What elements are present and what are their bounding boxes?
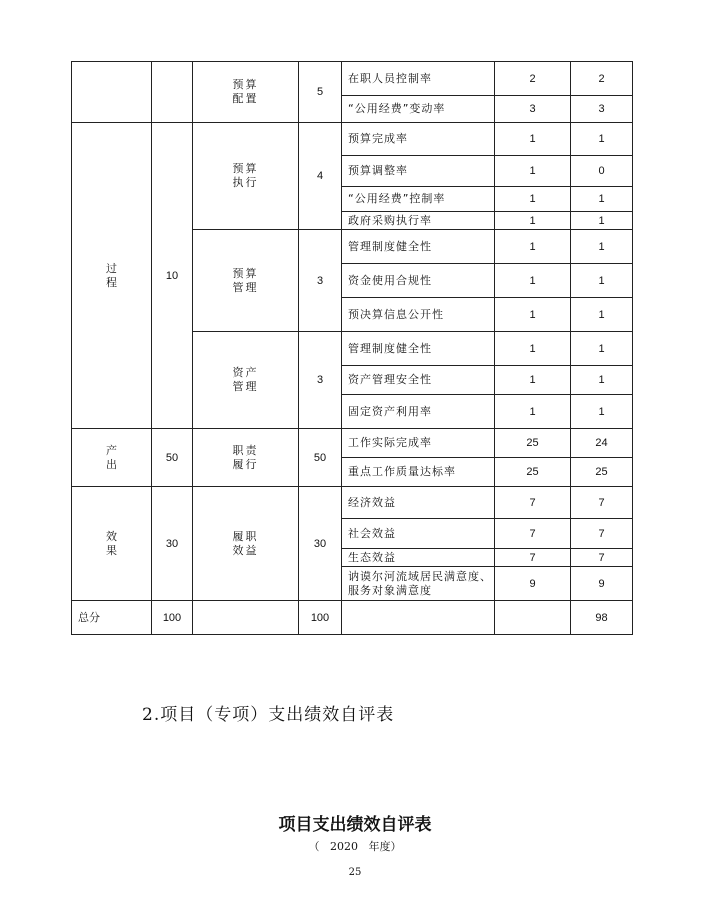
total-category-score: 100 (152, 601, 193, 635)
indicator-name: 资产管理安全性 (342, 366, 495, 395)
section-title: 2.项目（专项）支出绩效自评表 (142, 705, 395, 725)
indicator-weight: 1 (495, 187, 571, 212)
total-row (72, 601, 633, 635)
indicator-name: 经济效益 (342, 487, 495, 519)
indicator-score: 24 (571, 429, 633, 458)
category-score: 50 (152, 429, 193, 487)
category-cell (72, 429, 152, 487)
subcategory-score: 5 (299, 62, 342, 123)
indicator-score: 1 (571, 230, 633, 264)
category-label: 果 (106, 543, 117, 557)
table-row (72, 123, 633, 156)
indicator-name (342, 567, 495, 601)
subcategory-cell (193, 429, 299, 487)
category-label: 产 (106, 443, 117, 457)
indicator-name: 生态效益 (342, 549, 495, 567)
indicator-weight: 1 (495, 212, 571, 230)
category-score-blank (152, 62, 193, 123)
table-row (72, 429, 633, 458)
category-label: 效 (106, 529, 117, 543)
indicator-name: “公用经费”变动率 (342, 96, 495, 123)
category-label: 出 (106, 457, 117, 471)
subcategory-label: 管理 (232, 280, 259, 294)
indicator-weight: 1 (495, 332, 571, 366)
indicator-weight: 1 (495, 123, 571, 156)
indicator-weight: 25 (495, 458, 571, 487)
page-number: 25 (348, 867, 362, 878)
subcategory-label: 管理 (232, 380, 259, 393)
indicator-name: 管理制度健全性 (342, 230, 495, 264)
indicator-score: 25 (571, 458, 633, 487)
category-score: 30 (152, 487, 193, 601)
total-label: 总分 (72, 601, 152, 635)
indicator-name: 固定资产利用率 (342, 395, 495, 429)
indicator-name: “公用经费”控制率 (342, 187, 495, 212)
indicator-name: 预算完成率 (342, 123, 495, 156)
indicator-weight: 1 (495, 230, 571, 264)
indicator-score: 7 (571, 519, 633, 549)
indicator-score: 1 (571, 332, 633, 366)
subcategory-label: 履行 (232, 457, 259, 471)
total-blank (193, 601, 299, 635)
subcategory-label: 执行 (232, 176, 259, 189)
indicator-name: 重点工作质量达标率 (342, 458, 495, 487)
subcategory-cell (193, 123, 299, 230)
indicator-score: 7 (571, 487, 633, 519)
subcategory-score: 3 (299, 332, 342, 429)
table-row (72, 62, 633, 96)
category-score: 10 (152, 123, 193, 429)
performance-table (71, 61, 633, 635)
table-row (72, 487, 633, 519)
indicator-name: 资金使用合规性 (342, 264, 495, 298)
indicator-weight: 2 (495, 62, 571, 96)
subcategory-cell (193, 487, 299, 601)
indicator-name: 预算调整率 (342, 156, 495, 187)
indicator-name: 在职人员控制率 (342, 62, 495, 96)
indicator-weight: 9 (495, 567, 571, 601)
indicator-name: 政府采购执行率 (342, 212, 495, 230)
indicator-weight: 1 (495, 156, 571, 187)
indicator-weight: 7 (495, 549, 571, 567)
total-score: 98 (571, 601, 633, 635)
category-cell (72, 487, 152, 601)
category-cell-blank (72, 62, 152, 123)
indicator-name: 工作实际完成率 (342, 429, 495, 458)
category-label: 程 (106, 275, 117, 289)
document-year: （ 2020 年度） (308, 840, 402, 853)
indicator-weight: 1 (495, 395, 571, 429)
subcategory-label: 履职 (232, 529, 259, 543)
indicator-weight: 1 (495, 298, 571, 332)
subcategory-score: 3 (299, 230, 342, 332)
indicator-name: 社会效益 (342, 519, 495, 549)
subcategory-score: 50 (299, 429, 342, 487)
subcategory-label: 预算 (232, 266, 259, 280)
indicator-score: 1 (571, 123, 633, 156)
subcategory-cell (193, 230, 299, 332)
indicator-line: 讷谟尔河流域居民满意度、 (348, 569, 492, 583)
indicator-score: 9 (571, 567, 633, 601)
indicator-score: 1 (571, 264, 633, 298)
indicator-score: 3 (571, 96, 633, 123)
category-label: 过 (106, 261, 117, 275)
indicator-score: 1 (571, 395, 633, 429)
document-title: 项目支出绩效自评表 (278, 815, 432, 835)
subcategory-label: 预算 (232, 162, 259, 175)
total-subcategory-score: 100 (299, 601, 342, 635)
subcategory-cell (193, 332, 299, 429)
subcategory-label: 职责 (232, 443, 259, 457)
indicator-name: 预决算信息公开性 (342, 298, 495, 332)
indicator-score: 1 (571, 366, 633, 395)
indicator-score: 1 (571, 212, 633, 230)
subcategory-label: 配置 (232, 92, 259, 105)
indicator-score: 2 (571, 62, 633, 96)
indicator-weight: 1 (495, 366, 571, 395)
indicator-weight: 1 (495, 264, 571, 298)
indicator-score: 1 (571, 187, 633, 212)
subcategory-score: 30 (299, 487, 342, 601)
total-blank (342, 601, 495, 635)
category-cell (72, 123, 152, 429)
subcategory-label: 效益 (232, 543, 259, 557)
indicator-weight: 3 (495, 96, 571, 123)
indicator-line: 服务对象满意度 (348, 583, 432, 597)
indicator-weight: 25 (495, 429, 571, 458)
subcategory-label: 预算 (232, 78, 259, 91)
indicator-score: 7 (571, 549, 633, 567)
subcategory-cell (193, 62, 299, 123)
total-blank (495, 601, 571, 635)
indicator-score: 0 (571, 156, 633, 187)
subcategory-label: 资产 (232, 366, 259, 379)
indicator-score: 1 (571, 298, 633, 332)
indicator-name: 管理制度健全性 (342, 332, 495, 366)
indicator-weight: 7 (495, 519, 571, 549)
subcategory-score: 4 (299, 123, 342, 230)
indicator-weight: 7 (495, 487, 571, 519)
